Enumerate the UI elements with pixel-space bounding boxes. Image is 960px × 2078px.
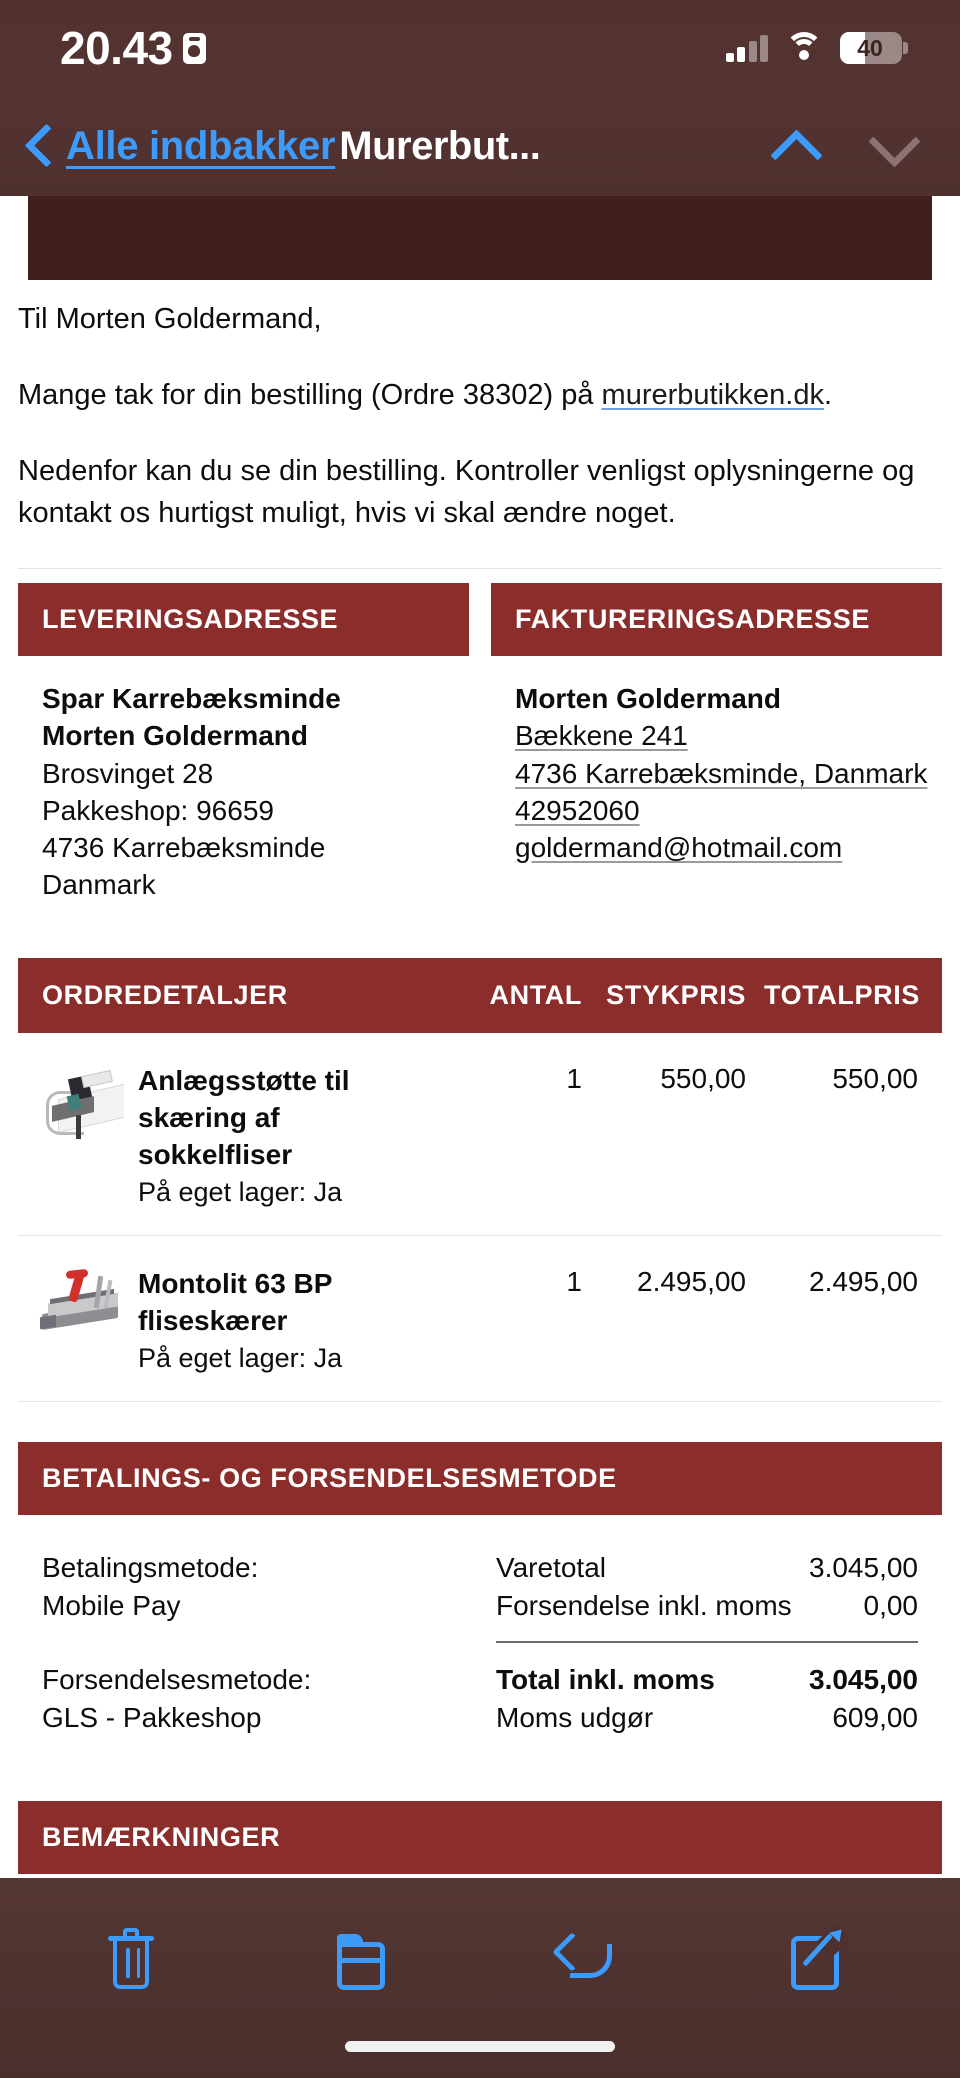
delivery-address-header: LEVERINGSADRESSE [18,583,469,656]
battery-level-label: 40 [857,34,883,61]
intro-text: Nedenfor kan du se din bestilling. Kontroller venligst oplysningerne og kontakt os hurtigst muligt, hvis vi skal ændre noget. [18,455,915,530]
thanks-prefix: Mange tak for din bestilling (Ordre 38302) på [18,379,602,412]
battery-icon [840,32,902,64]
delivery-line-2: Brosvinget 28 [42,757,214,789]
status-bar [0,0,960,96]
product-name: Montolit 63 BP fliseskærer [138,1267,332,1336]
product-cell [18,1264,460,1377]
address-section [18,583,942,903]
email-content [0,282,960,1878]
order-col-total: TOTALPRIS [764,979,920,1010]
billing-email[interactable]: goldermand@hotmail.com [515,832,843,864]
shipping-method-value: GLS - Pakkeshop [42,1701,262,1733]
summary-label: Varetotal [496,1551,606,1583]
order-summary-block [496,1549,942,1737]
delivery-address-block [18,583,469,903]
table-row [18,1033,942,1236]
home-indicator[interactable] [345,2041,615,2052]
reply-arrow-icon[interactable] [540,1916,648,2008]
divider [18,568,942,569]
thanks-suffix: . [823,379,833,412]
page-title: Murerbut... [339,123,541,168]
thanks-text [18,374,942,416]
product-text [138,1264,408,1377]
product-qty: 1 [566,1062,582,1094]
summary-row-vat [496,1699,918,1737]
product-stock: På eget lager: Ja [138,1177,343,1208]
summary-row-subtotal [496,1549,918,1587]
chevron-down-icon [868,123,920,169]
nav-bar [0,96,960,196]
montolit-fliseskaerer-product-image [36,1264,124,1342]
product-total-price: 550,00 [832,1062,918,1094]
payment-shipping-section [18,1442,942,1767]
order-col-unitprice: STYKPRIS [606,979,746,1010]
status-bar-left [60,22,206,74]
delivery-line-5: Danmark [42,869,156,901]
order-col-qty: ANTAL [489,979,582,1010]
summary-label: Forsendelse inkl. moms [496,1589,792,1621]
compose-icon[interactable] [767,1916,875,2008]
delivery-address-lines [18,656,469,903]
anlaegsstoette-product-image [36,1061,124,1139]
billing-phone[interactable]: 42952060 [515,794,640,826]
shipping-method-label: Forsendelsesmetode: [42,1663,312,1695]
product-text [138,1061,408,1211]
greeting-text: Til Morten Goldermand, [18,303,322,335]
product-stock: På eget lager: Ja [138,1343,343,1374]
status-time: 20.43 [60,22,173,74]
delivery-line-1: Morten Goldermand [42,720,309,752]
toolbar-icons [0,1916,960,2026]
summary-label: Total inkl. moms [496,1663,715,1695]
product-cell [18,1061,460,1211]
shop-link[interactable]: murerbutikken.dk [601,379,824,412]
delivery-line-0: Spar Karrebæksminde [42,683,341,715]
billing-address-header: FAKTURERINGSADRESSE [491,583,942,656]
id-badge-icon [183,33,206,64]
product-total-price: 2.495,00 [809,1265,918,1297]
trash-icon[interactable] [86,1916,194,2008]
delivery-line-3: Pakkeshop: 96659 [42,794,274,826]
remarks-section [18,1801,942,1878]
summary-value: 3.045,00 [809,1551,918,1583]
payment-shipping-header: BETALINGS- OG FORSENDELSESMETODE [18,1442,942,1515]
back-to-inboxes-link[interactable]: Alle indbakker [66,123,336,168]
order-col-details: ORDREDETALJER [42,979,288,1010]
billing-address-block [491,583,942,903]
summary-divider [496,1641,918,1643]
billing-line-2[interactable]: 4736 Karrebæksminde, Danmark [515,757,928,789]
product-unit-price: 2.495,00 [637,1265,746,1297]
cellular-signal-icon [726,34,769,62]
payment-shipping-body [18,1515,942,1767]
message-nav-arrows [770,123,920,169]
table-row [18,1236,942,1402]
top-chrome [0,0,960,196]
product-qty: 1 [566,1265,582,1297]
email-template-navbar [28,190,932,280]
payment-method-block [18,1549,496,1737]
delivery-line-4: 4736 Karrebæksminde [42,832,326,864]
remarks-header: BEMÆRKNINGER [18,1801,942,1874]
summary-row-total [496,1661,918,1699]
product-unit-price: 550,00 [660,1062,746,1094]
product-name: Anlægsstøtte til skæring af sokkelfliser [138,1064,350,1170]
folder-icon[interactable] [313,1916,421,2008]
payment-method-label: Betalingsmetode: [42,1551,259,1583]
status-bar-right [726,32,903,64]
billing-line-1[interactable]: Bækkene 241 [515,720,688,752]
wifi-icon [785,34,823,62]
summary-value: 609,00 [832,1701,918,1733]
summary-row-shipping [496,1587,918,1625]
summary-value: 3.045,00 [809,1663,918,1695]
payment-method-value: Mobile Pay [42,1589,181,1621]
order-table-header [18,958,942,1033]
chevron-left-icon[interactable] [22,123,60,169]
summary-value: 0,00 [863,1589,918,1621]
bottom-toolbar [0,1878,960,2078]
billing-line-0: Morten Goldermand [515,683,782,715]
summary-label: Moms udgør [496,1701,654,1733]
order-details-section [18,958,942,1402]
billing-address-lines [491,656,942,866]
chevron-up-icon[interactable] [770,123,822,169]
